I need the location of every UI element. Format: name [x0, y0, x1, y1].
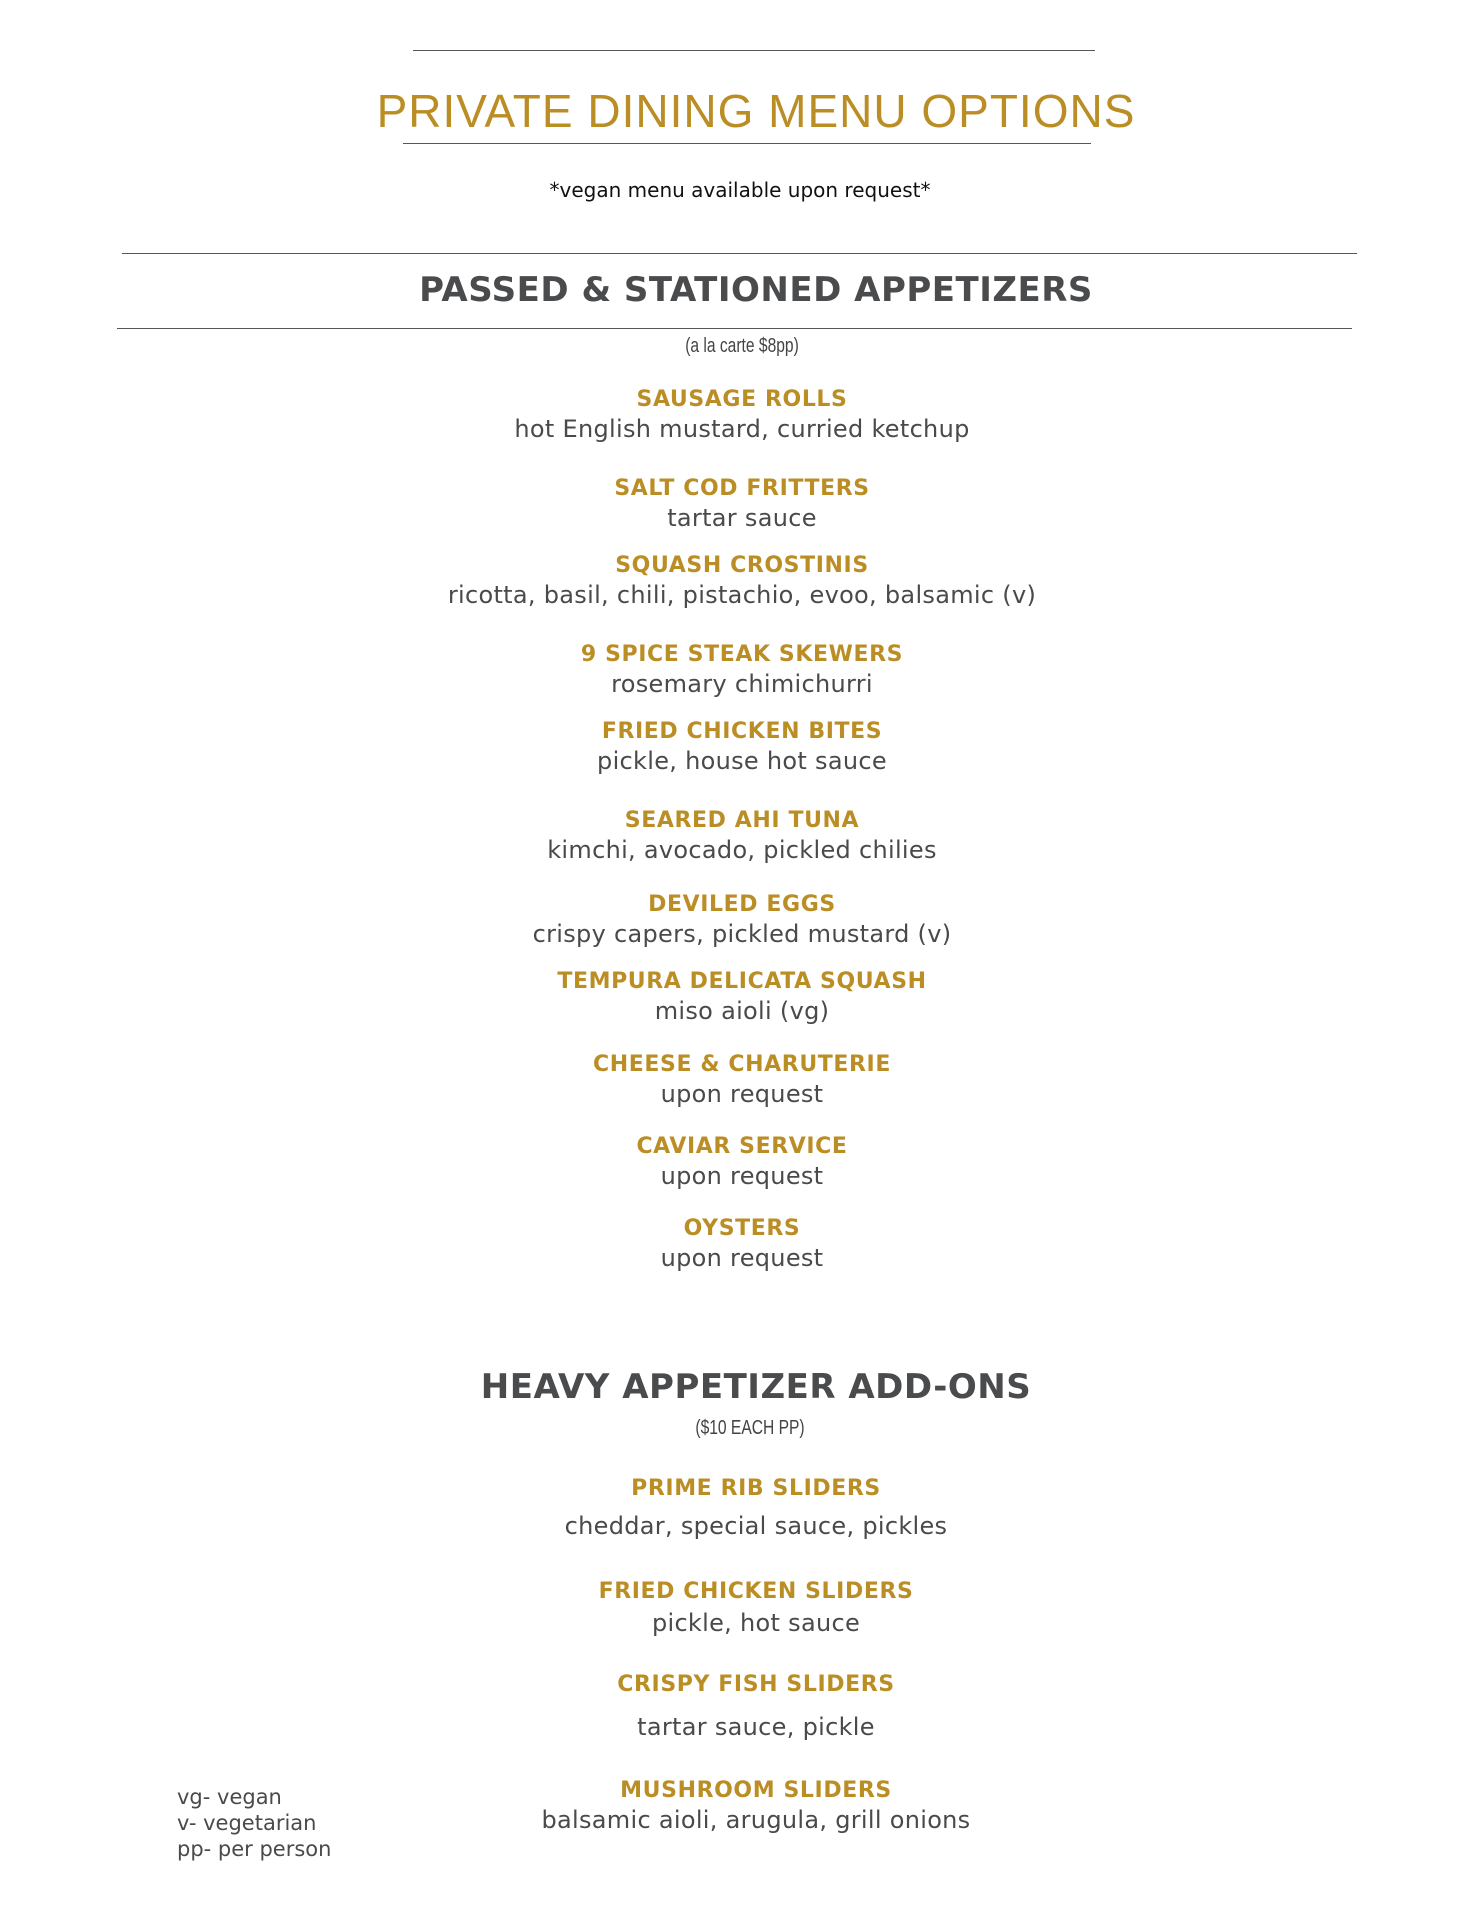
- menu-item-name: FRIED CHICKEN BITES: [601, 719, 883, 744]
- menu-item-name: CHEESE & CHARUTERIE: [593, 1052, 891, 1077]
- section-title-heavy-addons: HEAVY APPETIZER ADD-ONS: [480, 1367, 1032, 1407]
- menu-item-name: CRISPY FISH SLIDERS: [617, 1672, 895, 1697]
- menu-item-name: OYSTERS: [683, 1216, 801, 1241]
- menu-item-desc: miso aioli (vg): [654, 997, 830, 1025]
- menu-item-name: SALT COD FRITTERS: [614, 476, 870, 501]
- legend-item-vegan: vg- vegan: [177, 1785, 282, 1809]
- menu-item-desc: upon request: [660, 1244, 824, 1272]
- menu-item-name: SEARED AHI TUNA: [624, 808, 860, 833]
- section-bottom-rule: [117, 328, 1352, 329]
- menu-item-name: TEMPURA DELICATA SQUASH: [557, 969, 927, 994]
- menu-item-name: SAUSAGE ROLLS: [636, 387, 848, 412]
- menu-item-desc: tartar sauce: [667, 504, 817, 532]
- menu-item-name: FRIED CHICKEN SLIDERS: [598, 1579, 914, 1604]
- menu-item-desc: ricotta, basil, chili, pistachio, evoo, balsamic (v): [447, 581, 1037, 609]
- menu-item-desc: cheddar, special sauce, pickles: [564, 1512, 948, 1540]
- title-bottom-rule: [403, 143, 1091, 144]
- section-subtitle-heavy-addons: ($10 EACH PP): [695, 1417, 805, 1439]
- menu-item-desc: pickle, hot sauce: [651, 1609, 861, 1637]
- menu-item-desc: pickle, house hot sauce: [597, 747, 887, 775]
- menu-item-desc: kimchi, avocado, pickled chilies: [547, 836, 937, 864]
- page-title: PRIVATE DINING MENU OPTIONS: [376, 85, 1136, 137]
- menu-item-desc: balsamic aioli, arugula, grill onions: [541, 1806, 971, 1834]
- menu-item-name: PRIME RIB SLIDERS: [631, 1476, 881, 1501]
- menu-item-name: CAVIAR SERVICE: [636, 1134, 848, 1159]
- menu-item-desc: crispy capers, pickled mustard (v): [532, 920, 952, 948]
- section-subtitle-appetizers: (a la carte $8pp): [685, 335, 799, 357]
- menu-item-desc: tartar sauce, pickle: [637, 1713, 875, 1741]
- legend-item-vegetarian: v- vegetarian: [177, 1811, 317, 1835]
- menu-item-name: 9 SPICE STEAK SKEWERS: [580, 642, 904, 667]
- vegan-note: *vegan menu available upon request*: [549, 178, 931, 202]
- dietary-legend: [177, 1784, 331, 1862]
- menu-item-name: MUSHROOM SLIDERS: [620, 1778, 892, 1803]
- menu-item-desc: upon request: [660, 1162, 824, 1190]
- menu-item-desc: rosemary chimichurri: [611, 670, 873, 698]
- legend-item-per-person: pp- per person: [177, 1837, 332, 1861]
- title-top-rule: [413, 50, 1095, 51]
- menu-item-desc: upon request: [660, 1080, 824, 1108]
- menu-item-name: DEVILED EGGS: [648, 892, 836, 917]
- section-top-rule: [122, 253, 1357, 254]
- menu-item-desc: hot English mustard, curried ketchup: [514, 415, 970, 443]
- section-title-appetizers: PASSED & STATIONED APPETIZERS: [419, 270, 1093, 310]
- menu-item-name: SQUASH CROSTINIS: [615, 553, 869, 578]
